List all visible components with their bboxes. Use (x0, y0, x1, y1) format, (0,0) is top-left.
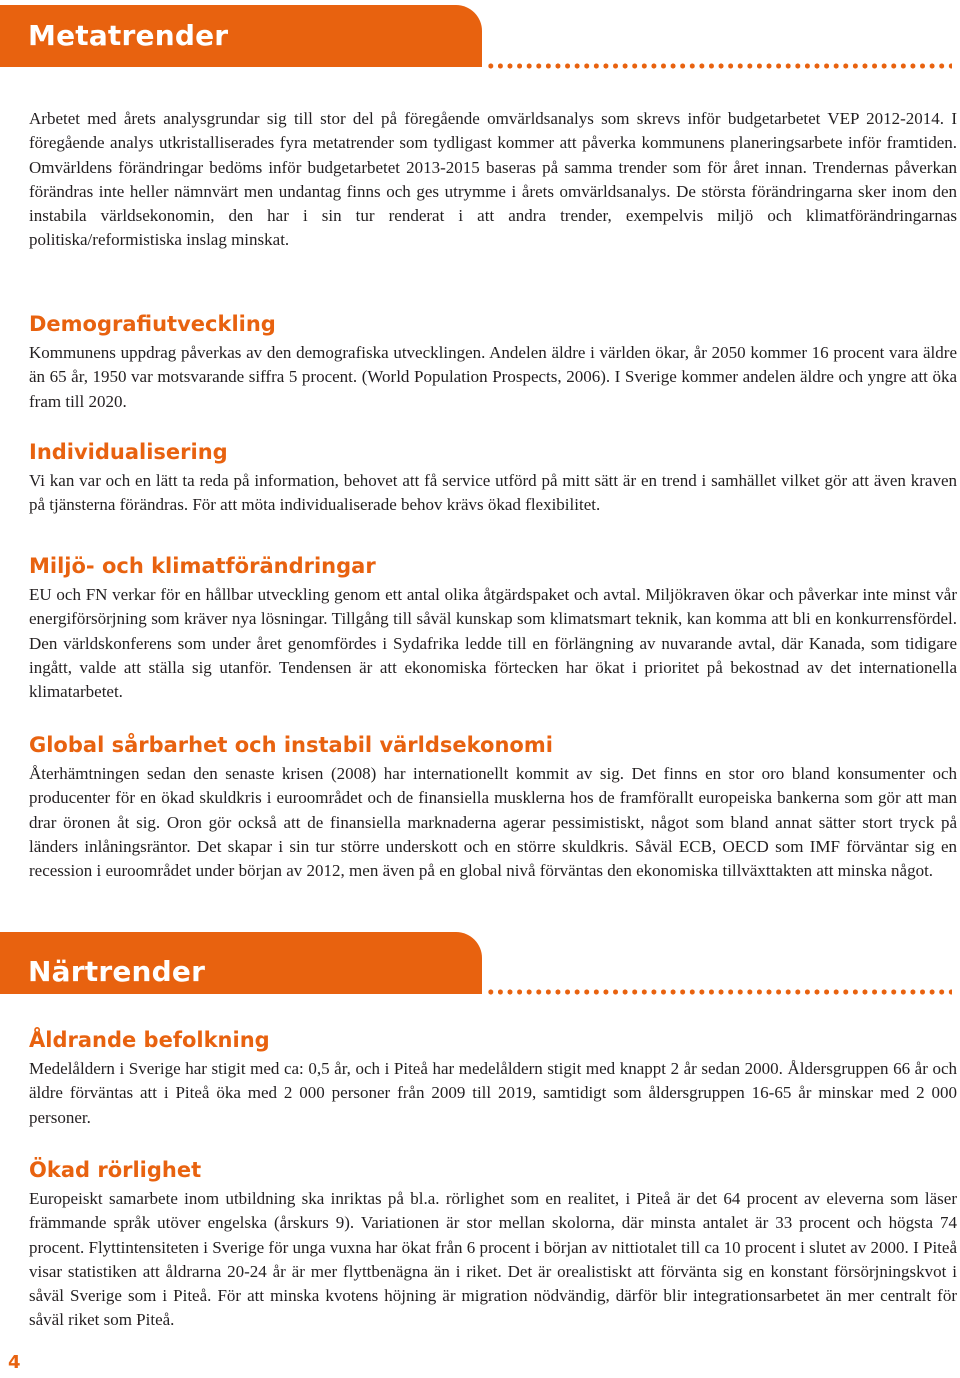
section-heading: Global sårbarhet och instabil världsekonomi (29, 733, 553, 757)
section-paragraph: Vi kan var och en lätt ta reda på information, behovet att få service utförd på mitt sätt är en trend i samhället vilket gör att även kraven på tjänsterna förändras. För att möta individualiserade behov krävs ökad flexibilitet. (29, 471, 957, 515)
section-paragraph: Europeiskt samarbete inom utbildning ska inriktas på bl.a. rörlighet som en realitet, i Piteå är det 64 procent av eleverna som läser främmande språk utöver engelska (årskurs 9). Variationen är stor mellan skolorna, där minsta antalet är 33 procent och högsta 74 procent. Flyttintensiteten i Sverige för unga vuxna har ökat från 6 procent i början av nittiotalet till ca 10 procent i slutet av 2000. I Piteå visar statistiken att åldrarna 20-24 år är mer flyttbenägna än i riket. Det är orealistiskt att förvänta sig en konstant försörjningskvot i såväl Sverige som i Piteå. För att minska kvotens höjning är migration nödvändig, därför blir integrationsarbetet än mer centralt för såväl riket som Piteå. (29, 1189, 957, 1330)
metatrender-intro (29, 107, 957, 253)
section-heading: Individualisering (29, 440, 228, 464)
section-paragraph: Återhämtningen sedan den senaste krisen (2008) har internationellt kommit av sig. Det finns en stor oro bland konsumenter och producenter för en ökad skuldkris i euroområdet och de finansiella musklerna hos de framförallt europeiska bankerna som gör att man drar öronen åt sig. Oron gör också att de finansiella marknaderna agerar pessimistiskt, något som bland annat sätter stort tryck på länders inlåningsräntor. Det skapar i sin tur större underskott och en större skuldkris. Såväl ECB, OECD som IMF förväntar sig en recession i euroområdet under början av 2012, men även på en global nivå förväntas den ekonomiska tillväxttakten att minska något. (29, 764, 957, 881)
section-heading: Demografiutveckling (29, 312, 276, 336)
section-paragraph: EU och FN verkar för en hållbar utveckling genom ett antal olika åtgärdspaket och avtal. Miljökraven ökar och påverkar inte minst vår energiförsörjning som kräver nya lösningar. Tillgång till såväl kunskap som klimatsmart teknik, kan komma att bli en konkurrensfördel. Den världskonferens som under året genomfördes i Sydafrika ledde till en förlängning av nuvarande avtal, där Kanada, som tidigare ingått, valde att ställa sig utanför. Tendensen är att ekonomiska förtecken har ökat i prioritet på bekostnad av det internationella klimatarbetet. (29, 585, 957, 702)
nartrender-title: Närtrender (28, 955, 206, 988)
metatrender-title: Metatrender (28, 19, 229, 52)
nartrender-banner (0, 932, 482, 994)
section-aldrande-befolkning (29, 1027, 957, 1130)
page-number: 4 (8, 1352, 21, 1373)
section-okad-rorlighet (29, 1157, 957, 1333)
section-demografiutveckling (29, 311, 957, 414)
section-paragraph: Kommunens uppdrag påverkas av den demografiska utvecklingen. Andelen äldre i världen ökar, år 2050 kommer 16 procent vara äldre än 65 år, 1950 var motsvarande siffra 5 procent. (World Population Prospects, 2006). I Sverige kommer andelen äldre och yngre att öka fram till 2020. (29, 343, 957, 411)
section-global-sarbarhet (29, 732, 957, 883)
section-heading: Miljö- och klimatförändringar (29, 554, 376, 578)
section-heading: Ökad rörlighet (29, 1158, 202, 1182)
dotted-divider (486, 63, 952, 69)
metatrender-banner (0, 5, 482, 67)
intro-paragraph: Arbetet med årets analysgrundar sig till stor del på föregående omvärldsanalys som skrevs inför budgetarbetet VEP 2012-2014. I föregående analys utkristalliserades fyra metatrender som tydligast kommer att påverka kommunens planeringsarbete inför framtiden. Omvärldens förändringar bedöms inför budgetarbetet 2013-2015 baseras på samma trender som för året innan. Trendernas påverkan förändras inte heller nämnvärt men undantag finns och ges utrymme i årets omvärldsanalys. De största förändringarna sker inom den instabila världsekonomin, den har i sin tur renderat i att andra trender, exempelvis miljö och klimatförändringarnas politiska/reformistiska inslag minskat. (29, 109, 957, 250)
section-paragraph: Medelåldern i Sverige har stigit med ca: 0,5 år, och i Piteå har medelåldern stigit med knappt 2 år sedan 2000. Åldersgruppen 66 år och äldre förväntas att i Piteå öka med 2 000 personer från 2009 till 2019, samtidigt som åldersgruppen 16-65 år minskar med 2 000 personer. (29, 1059, 957, 1127)
section-heading: Åldrande befolkning (29, 1028, 270, 1052)
dotted-divider (486, 989, 952, 995)
section-miljo-klimat (29, 553, 957, 704)
section-individualisering (29, 439, 957, 518)
